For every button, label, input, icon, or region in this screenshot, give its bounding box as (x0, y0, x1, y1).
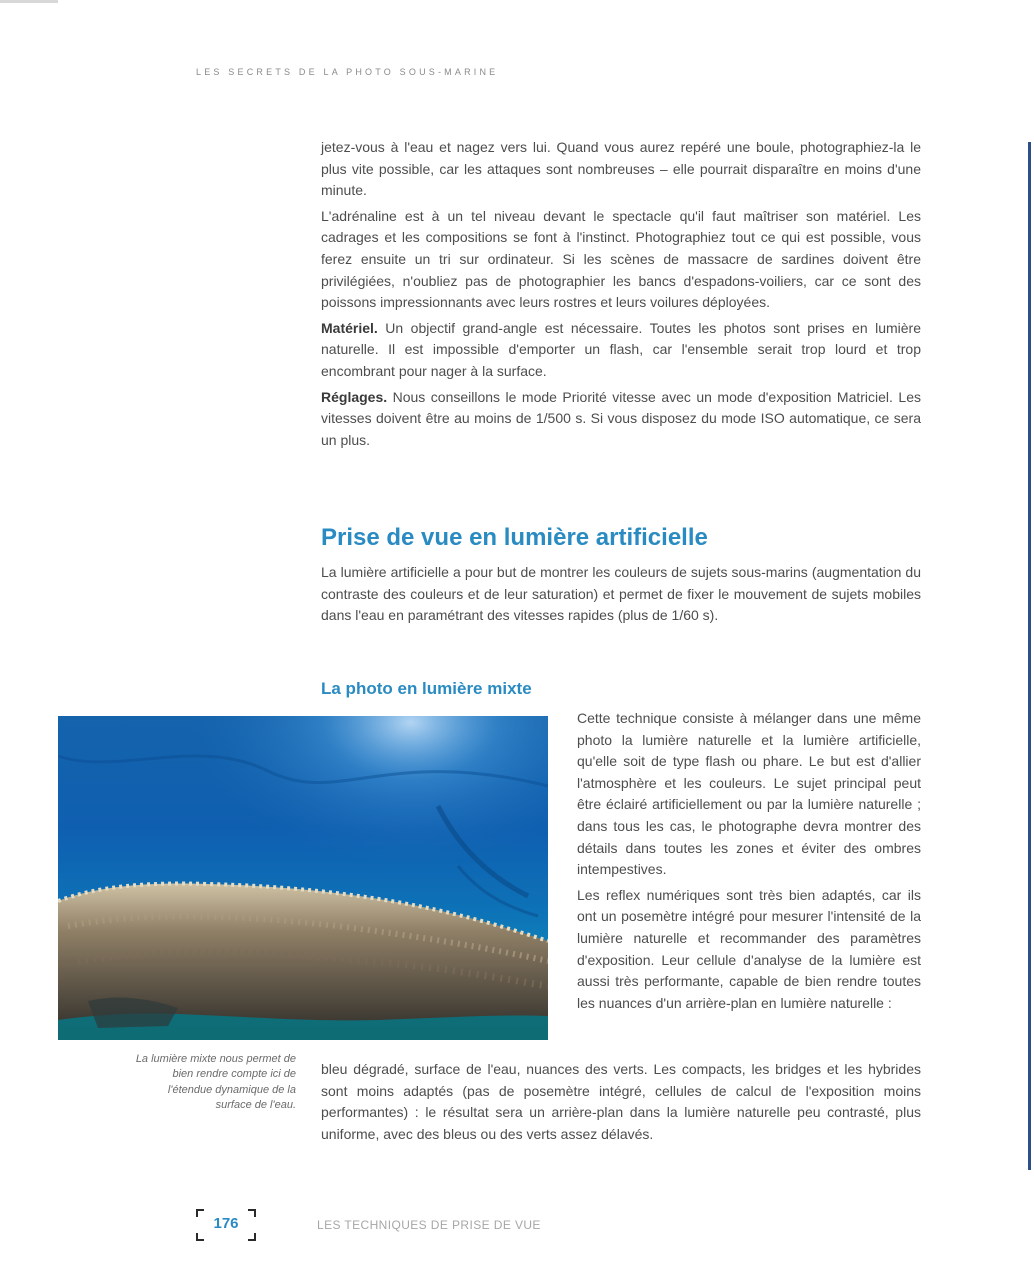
side-paragraph: Cette technique consiste à mélanger dans une même photo la lumière naturelle et la lumière artificielle, qu'elle soit de type flash ou phare. Le but est d'allier l'atmosphère et les couleurs. Le sujet principal peut être éclairé artificiellement ou par la lumière naturelle ; dans tous les cas, le photographe devra montrer des détails dans toutes les zones et éviter des ombres intempestives. (577, 710, 921, 878)
reglages-paragraph (321, 387, 921, 452)
section-text-block (321, 562, 921, 627)
materiel-paragraph (321, 318, 921, 383)
continued-paragraph: bleu dégradé, surface de l'eau, nuances des verts. Les compacts, les bridges et les hybrides sont moins adaptés (pas de posemètre intégré, cellules de calcul de l'exposition moins performantes) : le résultat sera un arrière-plan dans la lumière naturelle peu contrasté, plus uniforme, avec des bleus ou des verts assez délavés. (321, 1061, 921, 1142)
section-heading: Prise de vue en lumière artificielle (321, 524, 708, 551)
body-paragraph: jetez-vous à l'eau et nagez vers lui. Quand vous aurez repéré une boule, photographiez-la le plus vite possible, car les attaques sont nombreuses – elle pourrait disparaître en moins d'une minute. (321, 139, 921, 199)
chapter-footer-title: LES TECHNIQUES DE PRISE DE VUE (317, 1218, 541, 1232)
intro-text-block (321, 137, 921, 451)
section-paragraph: La lumière artificielle a pour but de montrer les couleurs de sujets sous-marins (augmentation du contraste des couleurs et de leur saturation) et permet de fixer le mouvement de sujets mobiles dans l'eau en paramétrant des vitesses rapides (plus de 1/60 s). (321, 564, 921, 624)
reglages-lead: Réglages. (321, 388, 388, 405)
side-text-block (577, 708, 921, 1014)
reglages-text: Nous conseillons le mode Priorité vitesse avec un mode d'exposition Matriciel. Les vitesses doivent être au moins de 1/500 s. Si vous disposez du mode ISO automatique, ce sera un plus. (321, 388, 921, 448)
coral-reef-photo (58, 716, 548, 1040)
continued-text-block (321, 1059, 921, 1145)
body-paragraph: L'adrénaline est à un tel niveau devant le spectacle qu'il faut maîtriser son matériel. Les cadrages et les compositions se font à l'instinct. Photographiez tout ce qui est possible, vous ferez ensuite un tri sur ordinateur. Si les scènes de massacre de sardines doivent être privilégiées, n'oubliez pas de photographier les bancs d'espadons-voiliers, car ce sont des poissons impressionnants avec leurs rostres et leurs voilures déployées. (321, 207, 921, 311)
photo-caption: La lumière mixte nous permet de bien rendre compte ici de l'étendue dynamique de la surface de l'eau. (135, 1053, 296, 1112)
page-number: 176 (213, 1215, 239, 1232)
page-edge-rule (1028, 142, 1031, 1170)
materiel-text: Un objectif grand-angle est nécessaire. Toutes les photos sont prises en lumière naturelle. Il est impossible d'emporter un flash, car l'ensemble serait trop lourd et trop encombrant pour nager à la surface. (321, 319, 921, 379)
page-corner-mark (0, 0, 58, 3)
side-paragraph: Les reflex numériques sont très bien adaptés, car ils ont un posemètre intégré pour mesurer l'intensité de la lumière naturelle et recommander des paramètres d'exposition. Leur cellule d'analyse de la lumière est aussi très performante, capable de bien rendre toutes les nuances d'un arrière-plan en lumière naturelle : (577, 886, 921, 1011)
materiel-lead: Matériel. (321, 319, 378, 336)
page-number-frame (196, 1209, 256, 1241)
subsection-heading: La photo en lumière mixte (321, 679, 532, 698)
running-header: LES SECRETS DE LA PHOTO SOUS-MARINE (196, 67, 499, 77)
